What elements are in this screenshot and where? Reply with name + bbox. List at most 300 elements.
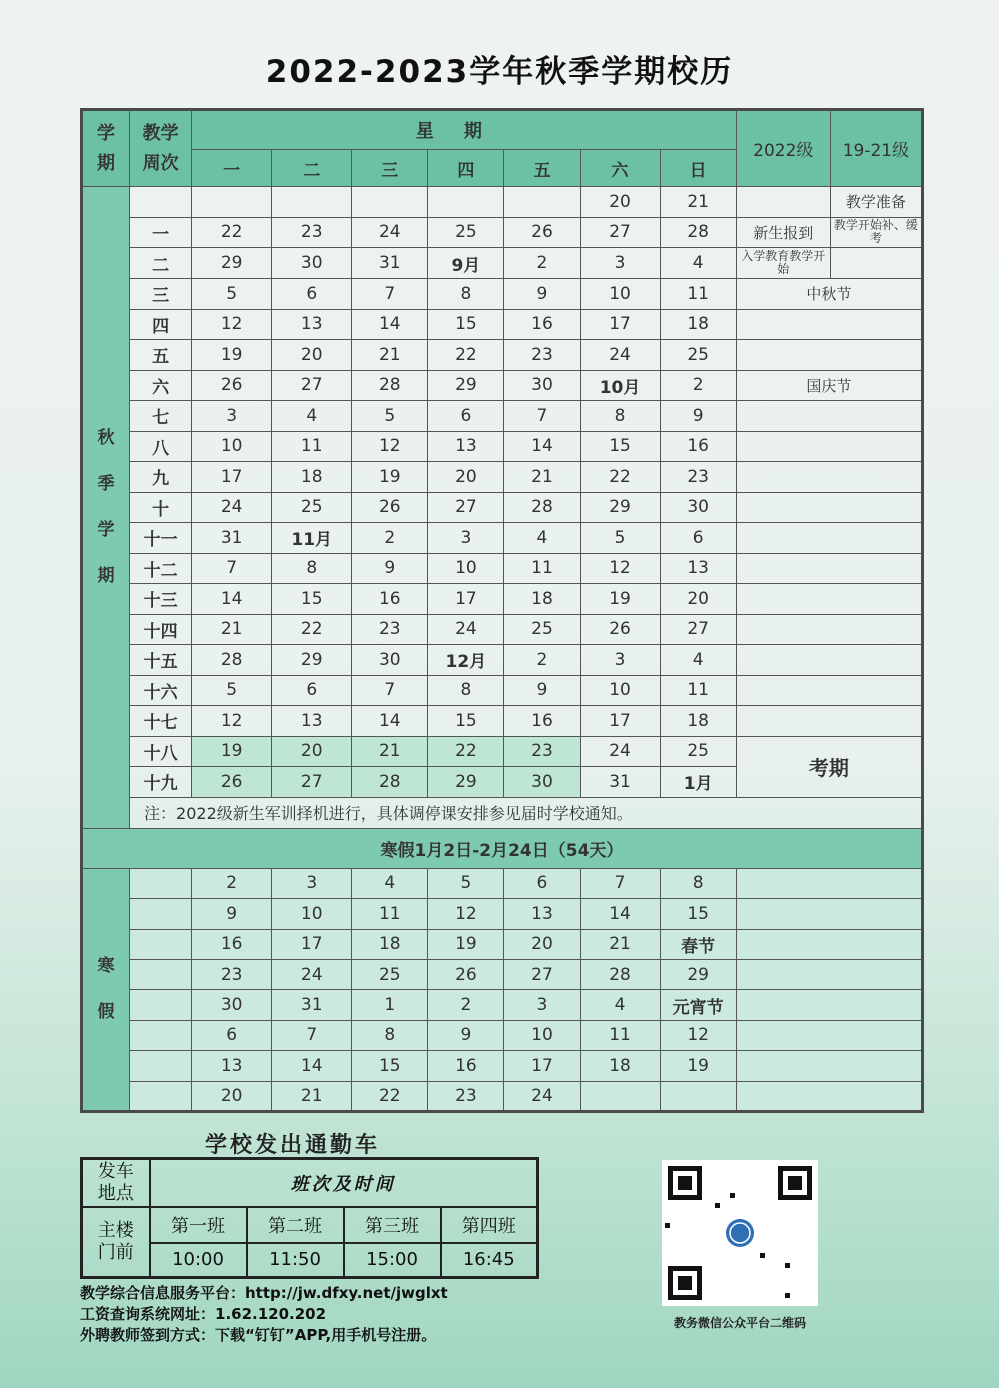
week-number <box>130 929 192 959</box>
week-number-header: 教学周次 <box>130 110 192 187</box>
day-cell: 10 <box>580 279 660 310</box>
day-cell: 15 <box>272 584 352 615</box>
day-cell: 10 <box>192 431 272 462</box>
day-cell: 26 <box>504 217 580 248</box>
grade-19-21-note: 教学开始补、缓考 <box>830 217 922 248</box>
term-note <box>736 584 922 615</box>
day-cell: 28 <box>192 645 272 676</box>
grade-19-21-note: 教学准备 <box>830 187 922 218</box>
day-cell: 17 <box>192 462 272 493</box>
day-cell: 25 <box>660 736 736 767</box>
day-cell: 26 <box>580 614 660 645</box>
day-cell: 20 <box>660 584 736 615</box>
week-number: 十七 <box>130 706 192 737</box>
day-cell: 26 <box>352 492 428 523</box>
day-cell: 15 <box>660 899 736 929</box>
week-number <box>130 959 192 989</box>
week-number: 九 <box>130 462 192 493</box>
week-number: 十五 <box>130 645 192 676</box>
day-cell: 13 <box>192 1051 272 1081</box>
term-note <box>736 462 922 493</box>
day-cell <box>428 187 504 218</box>
day-cell: 23 <box>428 1081 504 1112</box>
week-number: 十四 <box>130 614 192 645</box>
day-cell: 8 <box>428 675 504 706</box>
day-cell: 8 <box>580 401 660 432</box>
day-cell: 19 <box>192 736 272 767</box>
day-cell: 20 <box>580 187 660 218</box>
day-cell: 19 <box>660 1051 736 1081</box>
day-cell: 7 <box>504 401 580 432</box>
term-note <box>736 929 922 959</box>
winter-week-row <box>82 959 923 989</box>
page-title: 2022-2023学年秋季学期校历 <box>265 54 734 90</box>
grade-2022-note: 入学教育教学开始 <box>736 248 830 279</box>
term-note <box>736 553 922 584</box>
day-cell: 28 <box>580 959 660 989</box>
week-number: 五 <box>130 340 192 371</box>
weekday-group-header: 星期 <box>192 110 737 150</box>
day-cell: 24 <box>272 959 352 989</box>
day-cell: 19 <box>428 929 504 959</box>
day-cell: 14 <box>352 309 428 340</box>
platform-url: 教学综合信息服务平台：http://jw.dfxy.net/jwglxt <box>80 1284 448 1302</box>
grade-19-21-note <box>830 248 922 279</box>
day-cell: 24 <box>580 736 660 767</box>
day-cell: 12月 <box>428 645 504 676</box>
day-cell: 29 <box>428 767 504 798</box>
academic-calendar-table <box>80 108 924 1113</box>
grade-2022-header: 2022级 <box>736 110 830 187</box>
day-cell: 27 <box>428 492 504 523</box>
day-cell: 16 <box>352 584 428 615</box>
term-note <box>736 645 922 676</box>
day-cell: 29 <box>580 492 660 523</box>
autumn-term-label: 秋季学期 <box>82 187 130 829</box>
week-number <box>130 187 192 218</box>
day-cell: 16 <box>428 1051 504 1081</box>
term-header: 学期 <box>82 110 130 187</box>
day-cell: 21 <box>504 462 580 493</box>
day-cell: 春节 <box>660 929 736 959</box>
day-cell: 26 <box>428 959 504 989</box>
day-cell: 4 <box>580 990 660 1020</box>
autumn-week-row <box>82 462 923 493</box>
week-number: 十九 <box>130 767 192 798</box>
autumn-week-row <box>82 523 923 554</box>
day-cell: 16 <box>660 431 736 462</box>
shift-3-name: 第三班 <box>344 1207 441 1243</box>
weekday-header: 三 <box>352 150 428 187</box>
day-cell: 12 <box>428 899 504 929</box>
week-number: 三 <box>130 279 192 310</box>
day-cell: 18 <box>504 584 580 615</box>
term-note <box>736 431 922 462</box>
day-cell: 9 <box>660 401 736 432</box>
autumn-week-row <box>82 217 923 248</box>
day-cell: 4 <box>660 248 736 279</box>
day-cell: 4 <box>504 523 580 554</box>
week-number: 四 <box>130 309 192 340</box>
day-cell: 6 <box>192 1020 272 1050</box>
winter-week-row <box>82 868 923 898</box>
winter-week-row <box>82 899 923 929</box>
day-cell: 28 <box>352 370 428 401</box>
day-cell: 7 <box>192 553 272 584</box>
day-cell: 31 <box>580 767 660 798</box>
day-cell: 9 <box>192 899 272 929</box>
shuttle-bus-table <box>80 1157 539 1279</box>
term-note <box>736 1020 922 1050</box>
winter-week-row <box>82 1020 923 1050</box>
day-cell: 22 <box>580 462 660 493</box>
day-cell: 15 <box>580 431 660 462</box>
day-cell: 13 <box>660 553 736 584</box>
day-cell: 10月 <box>580 370 660 401</box>
winter-break-banner: 寒假1月2日-2月24日（54天） <box>82 828 923 868</box>
day-cell: 11 <box>580 1020 660 1050</box>
day-cell: 28 <box>504 492 580 523</box>
day-cell: 2 <box>504 248 580 279</box>
shift-4-time: 16:45 <box>441 1243 538 1278</box>
day-cell: 5 <box>428 868 504 898</box>
day-cell: 3 <box>580 645 660 676</box>
day-cell: 24 <box>428 614 504 645</box>
day-cell: 30 <box>272 248 352 279</box>
qr-code-graphic <box>662 1160 818 1306</box>
day-cell: 2 <box>428 990 504 1020</box>
term-note <box>736 309 922 340</box>
day-cell: 29 <box>272 645 352 676</box>
day-cell: 29 <box>428 370 504 401</box>
day-cell: 10 <box>428 553 504 584</box>
autumn-week-row <box>82 401 923 432</box>
qr-caption: 教务微信公众平台二维码 <box>673 1316 806 1330</box>
term-note <box>736 959 922 989</box>
day-cell: 7 <box>352 279 428 310</box>
day-cell: 26 <box>192 370 272 401</box>
autumn-week-row <box>82 614 923 645</box>
weekday-header: 二 <box>272 150 352 187</box>
day-cell: 6 <box>504 868 580 898</box>
grade-2022-note: 新生报到 <box>736 217 830 248</box>
shuttle-bus-title: 学校发出通勤车 <box>205 1133 381 1158</box>
week-number: 十八 <box>130 736 192 767</box>
winter-break-label: 寒假 <box>82 868 130 1111</box>
week-number: 十三 <box>130 584 192 615</box>
shift-1-time: 10:00 <box>150 1243 247 1278</box>
day-cell: 27 <box>504 959 580 989</box>
day-cell: 19 <box>192 340 272 371</box>
day-cell: 30 <box>352 645 428 676</box>
day-cell: 24 <box>192 492 272 523</box>
day-cell: 7 <box>272 1020 352 1050</box>
week-number: 十六 <box>130 675 192 706</box>
weekday-header: 五 <box>504 150 580 187</box>
day-cell: 6 <box>428 401 504 432</box>
day-cell: 7 <box>352 675 428 706</box>
day-cell: 9月 <box>428 248 504 279</box>
day-cell: 17 <box>580 309 660 340</box>
day-cell: 8 <box>272 553 352 584</box>
day-cell: 12 <box>352 431 428 462</box>
term-note <box>736 990 922 1020</box>
day-cell: 29 <box>660 959 736 989</box>
day-cell: 6 <box>660 523 736 554</box>
day-cell: 11 <box>352 899 428 929</box>
week-number: 七 <box>130 401 192 432</box>
day-cell: 9 <box>428 1020 504 1050</box>
weekday-header: 四 <box>428 150 504 187</box>
shift-4-name: 第四班 <box>441 1207 538 1243</box>
day-cell: 25 <box>272 492 352 523</box>
term-note <box>736 868 922 898</box>
term-note <box>736 1081 922 1112</box>
day-cell: 4 <box>272 401 352 432</box>
term-note <box>736 899 922 929</box>
day-cell: 21 <box>352 340 428 371</box>
day-cell: 1月 <box>660 767 736 798</box>
day-cell: 21 <box>192 614 272 645</box>
day-cell: 5 <box>192 279 272 310</box>
day-cell: 6 <box>272 279 352 310</box>
autumn-week-row <box>82 645 923 676</box>
day-cell: 20 <box>504 929 580 959</box>
term-note <box>736 675 922 706</box>
day-cell: 31 <box>192 523 272 554</box>
week-number: 十二 <box>130 553 192 584</box>
day-cell: 23 <box>504 340 580 371</box>
day-cell: 10 <box>272 899 352 929</box>
day-cell: 28 <box>660 217 736 248</box>
week-number <box>130 1020 192 1050</box>
day-cell: 28 <box>352 767 428 798</box>
depart-location-label: 发车地点 <box>82 1159 150 1208</box>
day-cell: 9 <box>352 553 428 584</box>
day-cell: 18 <box>660 309 736 340</box>
week-number: 十一 <box>130 523 192 554</box>
term-note <box>736 401 922 432</box>
week-number <box>130 1051 192 1081</box>
day-cell: 20 <box>272 736 352 767</box>
day-cell: 12 <box>660 1020 736 1050</box>
day-cell: 3 <box>504 990 580 1020</box>
day-cell: 17 <box>428 584 504 615</box>
day-cell: 2 <box>192 868 272 898</box>
weekday-header: 一 <box>192 150 272 187</box>
day-cell: 5 <box>352 401 428 432</box>
term-note <box>736 706 922 737</box>
day-cell: 13 <box>504 899 580 929</box>
term-note: 中秋节 <box>736 279 922 310</box>
day-cell: 30 <box>192 990 272 1020</box>
day-cell: 19 <box>352 462 428 493</box>
day-cell: 22 <box>428 736 504 767</box>
day-cell: 5 <box>192 675 272 706</box>
day-cell: 21 <box>272 1081 352 1112</box>
day-cell: 21 <box>352 736 428 767</box>
day-cell: 21 <box>580 929 660 959</box>
term-note: 国庆节 <box>736 370 922 401</box>
day-cell: 10 <box>580 675 660 706</box>
day-cell: 7 <box>580 868 660 898</box>
day-cell: 1 <box>352 990 428 1020</box>
day-cell: 3 <box>192 401 272 432</box>
week-number: 六 <box>130 370 192 401</box>
day-cell <box>504 187 580 218</box>
day-cell: 18 <box>272 462 352 493</box>
day-cell: 11 <box>660 279 736 310</box>
day-cell: 19 <box>580 584 660 615</box>
day-cell: 11 <box>272 431 352 462</box>
day-cell: 30 <box>660 492 736 523</box>
day-cell: 18 <box>660 706 736 737</box>
term-note <box>736 340 922 371</box>
winter-week-row <box>82 929 923 959</box>
week-number <box>130 990 192 1020</box>
day-cell: 22 <box>352 1081 428 1112</box>
week-number <box>130 868 192 898</box>
day-cell: 26 <box>192 767 272 798</box>
term-note <box>736 614 922 645</box>
term-note <box>736 523 922 554</box>
day-cell: 20 <box>428 462 504 493</box>
day-cell: 27 <box>660 614 736 645</box>
day-cell: 27 <box>272 767 352 798</box>
autumn-week-row <box>82 431 923 462</box>
day-cell: 16 <box>192 929 272 959</box>
day-cell: 30 <box>504 370 580 401</box>
autumn-week-row <box>82 736 923 767</box>
day-cell: 23 <box>504 736 580 767</box>
day-cell: 17 <box>580 706 660 737</box>
day-cell: 8 <box>352 1020 428 1050</box>
day-cell: 14 <box>192 584 272 615</box>
autumn-week-row <box>82 187 923 218</box>
day-cell: 22 <box>428 340 504 371</box>
exam-period-label: 考期 <box>736 736 922 797</box>
day-cell: 4 <box>352 868 428 898</box>
day-cell: 18 <box>352 929 428 959</box>
day-cell: 13 <box>272 309 352 340</box>
week-number: 八 <box>130 431 192 462</box>
day-cell: 23 <box>272 217 352 248</box>
shift-2-time: 11:50 <box>247 1243 344 1278</box>
day-cell: 5 <box>580 523 660 554</box>
day-cell: 14 <box>580 899 660 929</box>
day-cell: 25 <box>660 340 736 371</box>
autumn-week-row <box>82 279 923 310</box>
day-cell: 8 <box>428 279 504 310</box>
day-cell: 11 <box>660 675 736 706</box>
day-cell: 15 <box>428 706 504 737</box>
day-cell: 12 <box>192 706 272 737</box>
bus-location: 主楼门前 <box>82 1207 150 1277</box>
day-cell: 24 <box>352 217 428 248</box>
day-cell: 29 <box>192 248 272 279</box>
day-cell: 24 <box>504 1081 580 1112</box>
day-cell: 25 <box>352 959 428 989</box>
day-cell: 25 <box>428 217 504 248</box>
shift-3-time: 15:00 <box>344 1243 441 1278</box>
day-cell: 11 <box>504 553 580 584</box>
day-cell: 12 <box>580 553 660 584</box>
autumn-week-row <box>82 309 923 340</box>
autumn-week-row <box>82 553 923 584</box>
day-cell: 8 <box>660 868 736 898</box>
day-cell: 24 <box>580 340 660 371</box>
qr-code <box>662 1160 818 1306</box>
day-cell: 20 <box>272 340 352 371</box>
day-cell: 16 <box>504 309 580 340</box>
day-cell: 13 <box>428 431 504 462</box>
day-cell: 17 <box>272 929 352 959</box>
day-cell: 23 <box>192 959 272 989</box>
week-number: 二 <box>130 248 192 279</box>
autumn-week-row <box>82 248 923 279</box>
week-number: 十 <box>130 492 192 523</box>
day-cell: 6 <box>272 675 352 706</box>
info-block <box>80 1283 448 1346</box>
day-cell: 31 <box>352 248 428 279</box>
weekday-header: 六 <box>580 150 660 187</box>
week-number: 一 <box>130 217 192 248</box>
footnote: 注：2022级新生军训择机进行，具体调停课安排参见届时学校通知。 <box>130 797 923 828</box>
day-cell <box>192 187 272 218</box>
day-cell: 11月 <box>272 523 352 554</box>
autumn-week-row <box>82 340 923 371</box>
shift-1-name: 第一班 <box>150 1207 247 1243</box>
day-cell: 13 <box>272 706 352 737</box>
day-cell: 17 <box>504 1051 580 1081</box>
day-cell: 14 <box>504 431 580 462</box>
day-cell: 15 <box>428 309 504 340</box>
autumn-week-row <box>82 706 923 737</box>
week-number <box>130 1081 192 1112</box>
day-cell: 3 <box>580 248 660 279</box>
day-cell: 10 <box>504 1020 580 1050</box>
day-cell <box>660 1081 736 1112</box>
day-cell: 14 <box>272 1051 352 1081</box>
day-cell: 4 <box>660 645 736 676</box>
day-cell: 9 <box>504 675 580 706</box>
grade-19-21-header: 19-21级 <box>830 110 922 187</box>
shift-2-name: 第二班 <box>247 1207 344 1243</box>
day-cell <box>352 187 428 218</box>
day-cell: 9 <box>504 279 580 310</box>
day-cell: 18 <box>580 1051 660 1081</box>
signin-method: 外聘教师签到方式：下载“钉钉”APP,用手机号注册。 <box>80 1326 437 1344</box>
week-number <box>130 899 192 929</box>
day-cell: 27 <box>580 217 660 248</box>
day-cell: 30 <box>504 767 580 798</box>
winter-week-row <box>82 990 923 1020</box>
day-cell: 31 <box>272 990 352 1020</box>
day-cell: 23 <box>352 614 428 645</box>
schedule-label: 班次及时间 <box>150 1159 538 1208</box>
day-cell: 23 <box>660 462 736 493</box>
day-cell: 16 <box>504 706 580 737</box>
day-cell: 12 <box>192 309 272 340</box>
weekday-header: 日 <box>660 150 736 187</box>
salary-url: 工资查询系统网址：1.62.120.202 <box>80 1305 327 1323</box>
winter-week-row <box>82 1051 923 1081</box>
day-cell <box>272 187 352 218</box>
day-cell: 15 <box>352 1051 428 1081</box>
day-cell: 14 <box>352 706 428 737</box>
winter-week-row <box>82 1081 923 1112</box>
autumn-week-row <box>82 584 923 615</box>
